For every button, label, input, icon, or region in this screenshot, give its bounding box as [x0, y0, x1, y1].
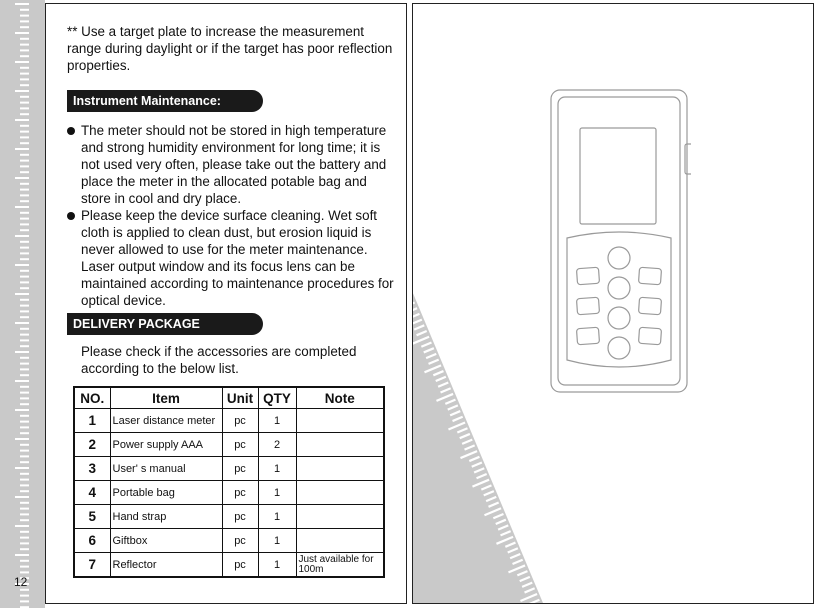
table-header-row	[74, 387, 384, 409]
column-header: Unit	[222, 387, 258, 409]
table-row	[74, 481, 384, 505]
row-number: 1	[74, 409, 110, 433]
delivery-table	[73, 386, 385, 578]
row-unit: pc	[222, 409, 258, 433]
row-item: Portable bag	[110, 481, 222, 505]
row-note	[296, 409, 384, 433]
row-number: 5	[74, 505, 110, 529]
table-row	[74, 505, 384, 529]
row-note: Just available for 100m	[296, 553, 384, 578]
maintenance-bullet-text: The meter should not be stored in high temperature and strong humidity environment for long time; it is not used very often, please take out the battery and place the meter in the allocated potable bag and store in cool and dry place.	[81, 123, 387, 206]
column-header: Item	[110, 387, 222, 409]
left-page	[45, 3, 407, 604]
row-number: 6	[74, 529, 110, 553]
row-number: 4	[74, 481, 110, 505]
row-item: Power supply AAA	[110, 433, 222, 457]
maintenance-heading: Instrument Maintenance:	[67, 90, 263, 112]
row-note	[296, 433, 384, 457]
row-unit: pc	[222, 481, 258, 505]
row-note	[296, 529, 384, 553]
row-unit: pc	[222, 505, 258, 529]
row-unit: pc	[222, 553, 258, 578]
table-row	[74, 433, 384, 457]
row-qty: 1	[258, 409, 296, 433]
row-qty: 1	[258, 553, 296, 578]
laser-meter-device-icon	[549, 88, 691, 396]
row-qty: 1	[258, 457, 296, 481]
row-number: 2	[74, 433, 110, 457]
row-unit: pc	[222, 457, 258, 481]
ruler-strip-left	[0, 0, 45, 608]
row-number: 3	[74, 457, 110, 481]
page-number: 12	[14, 575, 28, 589]
maintenance-bullet-text: Please keep the device surface cleaning. Wet soft cloth is applied to clean dust, but erosion liquid is never allowed to use for the meter maintenance. Laser output window and its focus lens can be maintained according to maintenance procedures for optical device.	[81, 208, 394, 308]
intro-note: ** Use a target plate to increase the measurement range during daylight or if the target has poor reflection properties.	[67, 24, 393, 73]
list-item	[64, 122, 394, 207]
bullet-dot-icon	[67, 212, 75, 220]
ruler-ticks-icon	[0, 0, 45, 608]
row-item: Hand strap	[110, 505, 222, 529]
column-header: QTY	[258, 387, 296, 409]
bullet-dot-icon	[67, 127, 75, 135]
table-row	[74, 409, 384, 433]
column-header: Note	[296, 387, 384, 409]
row-item: Giftbox	[110, 529, 222, 553]
row-qty: 2	[258, 433, 296, 457]
list-item	[64, 207, 394, 309]
table-row	[74, 457, 384, 481]
row-unit: pc	[222, 433, 258, 457]
right-page	[412, 3, 814, 604]
row-item: User' s manual	[110, 457, 222, 481]
table-row	[74, 529, 384, 553]
row-qty: 1	[258, 529, 296, 553]
table-row	[74, 553, 384, 578]
row-note	[296, 505, 384, 529]
row-qty: 1	[258, 481, 296, 505]
row-unit: pc	[222, 529, 258, 553]
row-number: 7	[74, 553, 110, 578]
row-item: Laser distance meter	[110, 409, 222, 433]
row-qty: 1	[258, 505, 296, 529]
maintenance-list	[64, 122, 394, 309]
delivery-note: Please check if the accessories are completed according to the below list.	[81, 344, 357, 376]
row-note	[296, 457, 384, 481]
delivery-heading: DELIVERY PACKAGE	[67, 313, 263, 335]
column-header: NO.	[74, 387, 110, 409]
row-item: Reflector	[110, 553, 222, 578]
row-note	[296, 481, 384, 505]
